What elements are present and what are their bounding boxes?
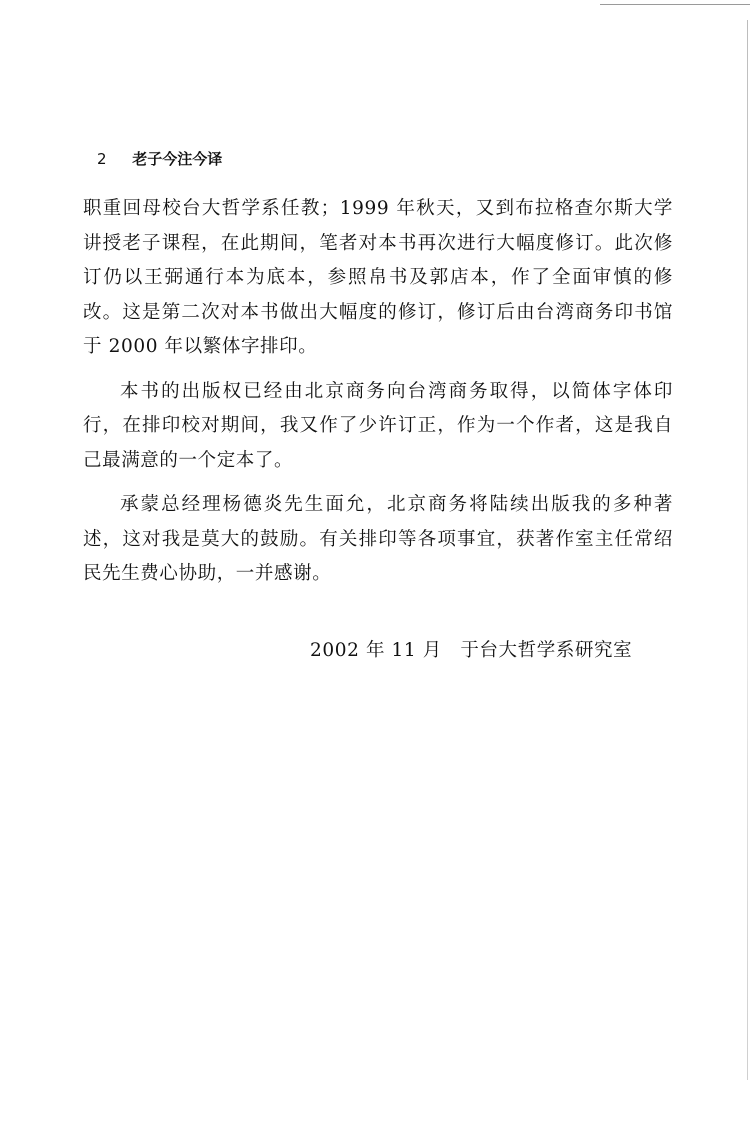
page-number: 2 — [97, 150, 107, 168]
scan-edge-right-line — [747, 20, 748, 1080]
paragraph-acknowledgements: 承蒙总经理杨德炎先生面允，北京商务将陆续出版我的多种著述，这对我是莫大的鼓励。有关排印等各项事宜，获著作室主任常绍民先生费心协助，一并感谢。 — [83, 494, 673, 584]
book-title: 老子今注今译 — [132, 150, 223, 168]
paragraph-continued: 职重回母校台大哲学系任教；1999 年秋天，又到布拉格查尔斯大学讲授老子课程，在此期间，笔者对本书再次进行大幅度修订。此次修订仍以王弼通行本为底本，参照帛书及郭店本，作了全面审慎的修改。这是第二次对本书做出大幅度的修订，修订后由台湾商务印书馆于 2000 年以繁体字排印。 — [83, 198, 673, 357]
signature-date: 2002 年 11 月 — [310, 640, 442, 661]
signature-place: 于台大哲学系研究室 — [460, 640, 633, 661]
paragraph-publishing-rights: 本书的出版权已经由北京商务向台湾商务取得，以简体字体印行，在排印校对期间，我又作了少许订正，作为一个作者，这是我自己最满意的一个定本了。 — [83, 380, 673, 471]
running-head — [97, 148, 222, 169]
body-text — [83, 192, 673, 602]
signature-line — [310, 636, 632, 662]
scan-edge-top-line — [600, 4, 750, 5]
